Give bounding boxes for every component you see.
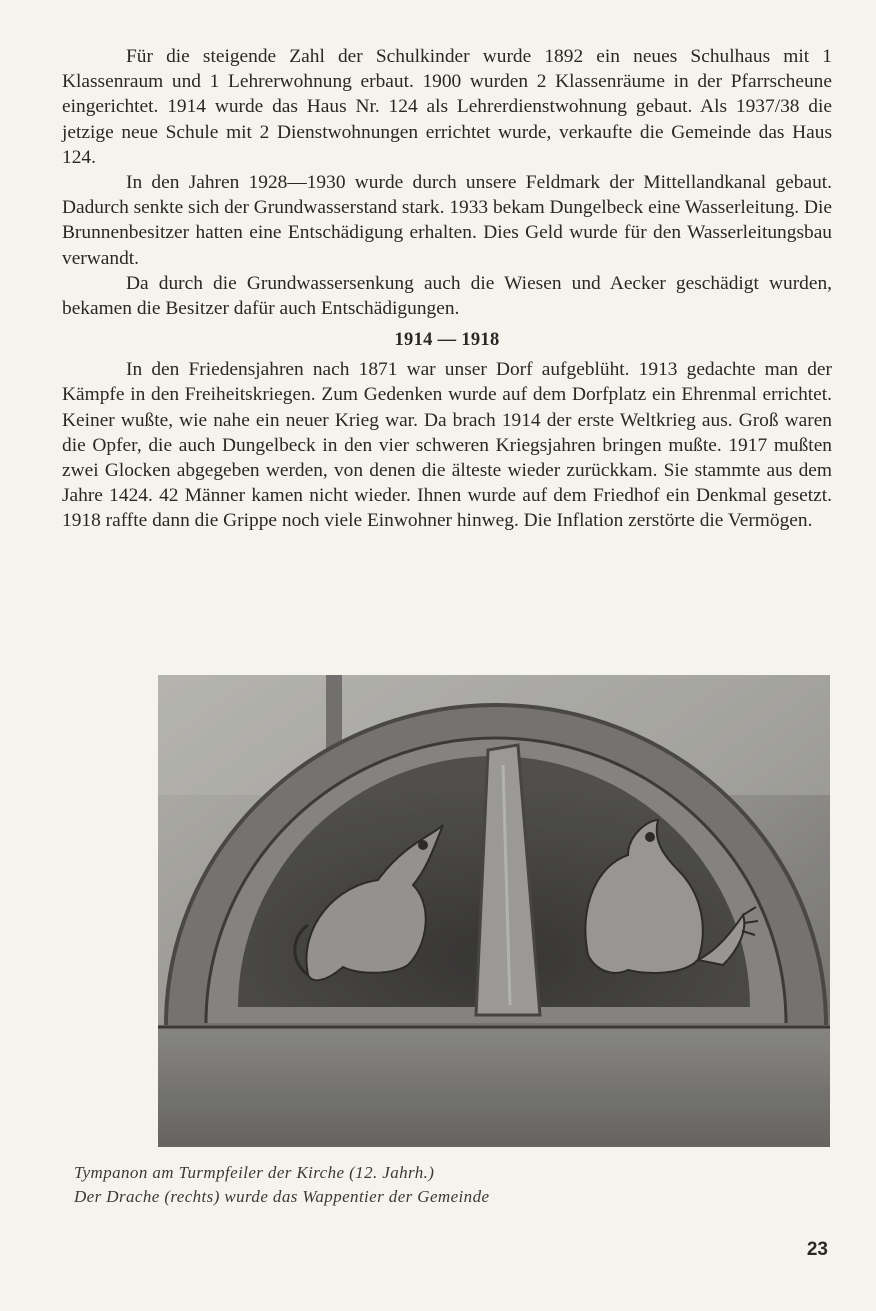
- section-heading: 1914 — 1918: [394, 330, 500, 351]
- paragraph-groundwater: Da durch die Grundwassersenkung auch die Wiesen und Aecker geschädigt wurden, bekamen die Besitzer dafür auch Entschädigungen.: [62, 272, 832, 320]
- page-number: 23: [806, 1239, 828, 1260]
- tympanon-illustration: [158, 675, 830, 1147]
- page-text: [62, 44, 832, 534]
- caption-line-2: Der Drache (rechts) wurde das Wappentier der Gemeinde: [74, 1187, 490, 1206]
- paragraph-canal: In den Jahren 1928—1930 wurde durch unsere Feldmark der Mittellandkanal gebaut. Dadurch senkte sich der Grundwasserstand stark. 1933 bekam Dungelbeck eine Wasserleitung. Die Brunnenbesitzer hatten eine Entschädigung erhalten. Dies Geld wurde für den Wasserleitungsbau verwandt.: [62, 172, 832, 269]
- figure-caption: [74, 1161, 794, 1209]
- paragraph-war-years: In den Friedensjahren nach 1871 war unser Dorf aufgeblüht. 1913 gedachte man der Kämpfe in den Freiheitskriegen. Zum Gedenken wurde auf dem Dorfplatz ein Ehrenmal errichtet. Keiner wußte, wie nahe ein neuer Krieg war. Da brach 1914 der erste Weltkrieg aus. Groß waren die Opfer, die auch Dungelbeck in den vier schweren Kriegsjahren bringen mußte. 1917 mußten zwei Glocken abgegeben werden, von denen die älteste wieder zurückkam. Sie stammte aus dem Jahre 1424. 42 Männer kamen nicht wieder. Ihnen wurde auf dem Friedhof ein Denkmal gesetzt. 1918 raffte dann die Grippe noch viele Einwohner hinweg. Die Inflation zerstörte die Vermögen.: [62, 359, 832, 532]
- paragraph-school-history: Für die steigende Zahl der Schulkinder wurde 1892 ein neues Schulhaus mit 1 Klassenraum und 1 Lehrerwohnung erbaut. 1900 wurden 2 Klassenräume in der Pfarrscheune eingerichtet. 1914 wurde das Haus Nr. 124 als Lehrerdienstwohnung gebaut. Als 1937/38 die jetzige neue Schule mit 2 Dienstwohnungen errichtet wurde, verkaufte die Gemeinde das Haus 124.: [62, 46, 832, 168]
- caption-line-1: Tympanon am Turmpfeiler der Kirche (12. Jahrh.): [74, 1163, 435, 1182]
- tympanon-photo: [158, 675, 830, 1147]
